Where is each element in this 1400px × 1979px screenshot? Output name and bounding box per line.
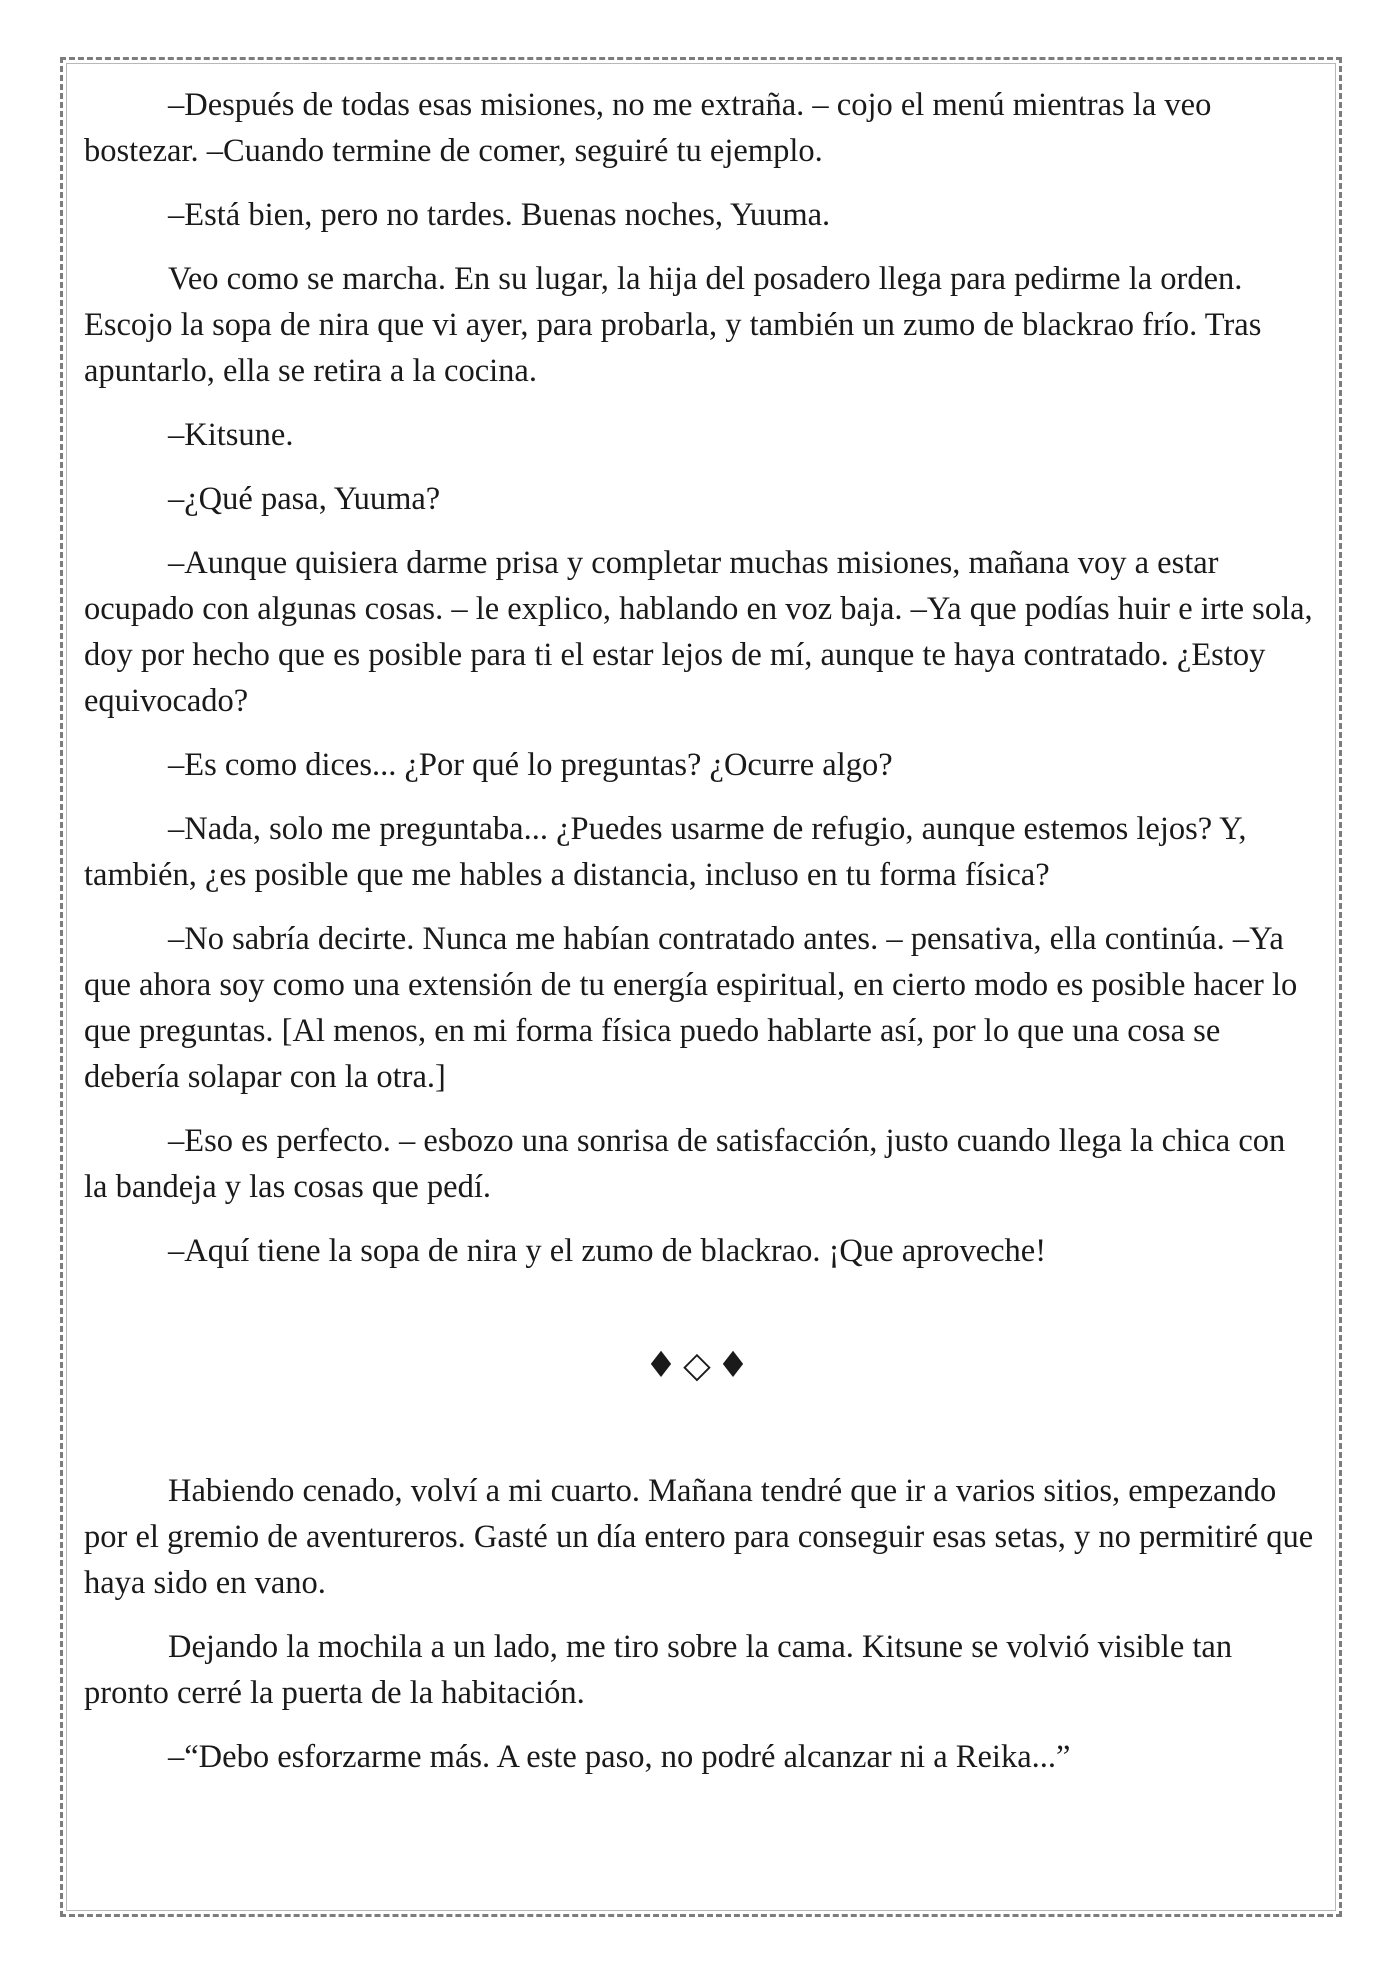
page-text — [84, 82, 1316, 1798]
paragraph: Habiendo cenado, volví a mi cuarto. Mañana tendré que ir a varios sitios, empezando por el gremio de aventureros. Gasté un día entero para conseguir esas setas, y no permitiré que haya sido en vano. — [84, 1473, 1314, 1601]
paragraph: –“Debo esforzarme más. A este paso, no podré alcanzar ni a Reika...” — [168, 1739, 1071, 1775]
paragraph: –Nada, solo me preguntaba... ¿Puedes usarme de refugio, aunque estemos lejos? Y, también, ¿es posible que me hables a distancia, incluso en tu forma física? — [84, 811, 1247, 893]
paragraph: –Aunque quisiera darme prisa y completar muchas misiones, mañana voy a estar ocupado con algunas cosas. – le explico, hablando en voz baja. –Ya que podías huir e irte sola, doy por hecho que es posible para ti el estar lejos de mí, aunque te haya contratado. ¿Estoy equivocado? — [84, 545, 1313, 719]
paragraph: –¿Qué pasa, Yuuma? — [168, 481, 441, 517]
paragraph: –Es como dices... ¿Por qué lo preguntas? ¿Ocurre algo? — [168, 747, 893, 783]
paragraph: –Después de todas esas misiones, no me extraña. – cojo el menú mientras la veo bostezar. –Cuando termine de comer, seguiré tu ejemplo. — [84, 87, 1212, 169]
paragraph: –Kitsune. — [168, 417, 294, 453]
scene-break-separator: ♦◇♦ — [644, 1345, 756, 1386]
paragraph: –Aquí tiene la sopa de nira y el zumo de blackrao. ¡Que aproveche! — [168, 1233, 1047, 1269]
paragraph: Dejando la mochila a un lado, me tiro sobre la cama. Kitsune se volvió visible tan pronto cerré la puerta de la habitación. — [84, 1629, 1233, 1711]
paragraph: –No sabría decirte. Nunca me habían contratado antes. – pensativa, ella continúa. –Ya que ahora soy como una extensión de tu energía espiritual, en cierto modo es posible hacer lo que preguntas. [Al menos, en mi forma física puedo hablarte así, por lo que una cosa se debería solapar con la otra.] — [84, 921, 1298, 1095]
paragraph: –Está bien, pero no tardes. Buenas noches, Yuuma. — [168, 197, 831, 233]
paragraph: –Eso es perfecto. – esbozo una sonrisa de satisfacción, justo cuando llega la chica con la bandeja y las cosas que pedí. — [84, 1123, 1286, 1205]
paragraph: Veo como se marcha. En su lugar, la hija del posadero llega para pedirme la orden. Escojo la sopa de nira que vi ayer, para probarla, y también un zumo de blackrao frío. Tras apuntarlo, ella se retira a la cocina. — [84, 261, 1262, 389]
